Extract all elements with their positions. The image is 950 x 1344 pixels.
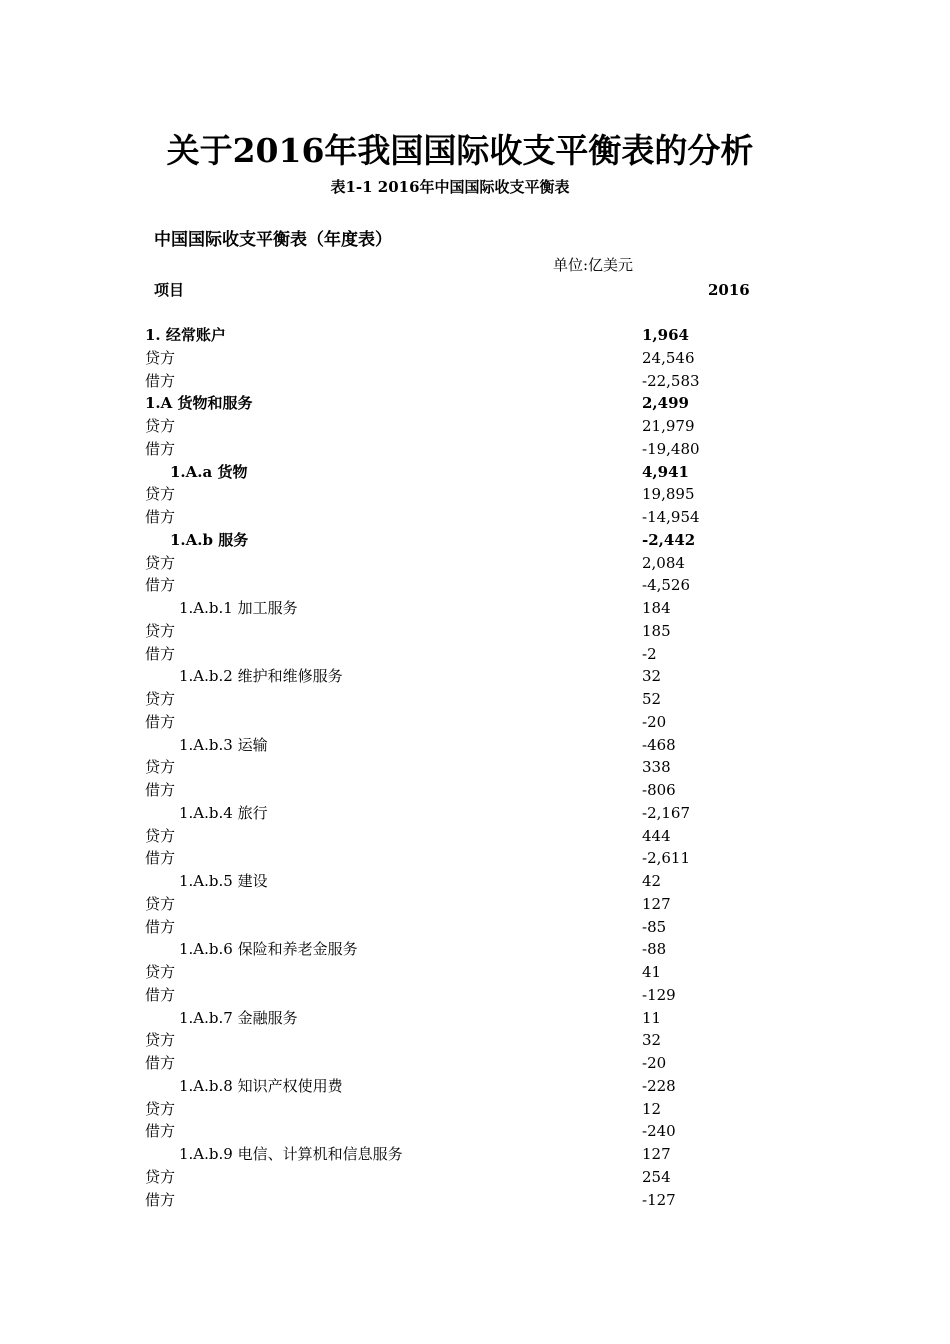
table-row <box>0 802 950 825</box>
row-label: 1.A.b.6 保险和养老金服务 <box>179 940 358 959</box>
row-value: 127 <box>642 894 671 913</box>
row-value: 24,546 <box>642 348 695 367</box>
row-label: 1.A.b 服务 <box>170 530 249 549</box>
row-label: 借方 <box>145 1054 176 1072</box>
row-label: 借方 <box>145 712 176 731</box>
row-value: -22,583 <box>642 371 700 390</box>
table-row <box>0 552 950 575</box>
table-row <box>0 938 950 961</box>
row-label: 贷方 <box>145 417 176 435</box>
row-value: 52 <box>642 690 662 708</box>
table-heading: 中国国际收支平衡表（年度表） <box>154 230 392 250</box>
row-value: -2,167 <box>642 803 691 822</box>
row-value: 2,084 <box>642 553 685 572</box>
row-value: 184 <box>642 599 671 617</box>
row-value: 444 <box>642 826 671 845</box>
row-value: -2,611 <box>642 849 691 868</box>
row-label: 借方 <box>145 1190 176 1209</box>
row-label: 贷方 <box>145 1167 176 1186</box>
row-label: 借方 <box>145 644 176 663</box>
table-row <box>0 688 950 711</box>
row-label: 借方 <box>145 849 176 868</box>
row-label: 借方 <box>145 371 176 390</box>
row-label: 1.A.b.2 维护和维修服务 <box>179 667 343 686</box>
row-value: -4,526 <box>642 576 691 595</box>
table-row <box>0 438 950 461</box>
row-label: 1.A.b.9 电信、计算机和信息服务 <box>179 1145 403 1163</box>
table-row <box>0 1052 950 1075</box>
table-row <box>0 1098 950 1121</box>
row-label: 1.A.a 货物 <box>170 462 248 481</box>
table-row <box>0 483 950 506</box>
table-row <box>0 1189 950 1212</box>
table-row <box>0 574 950 597</box>
row-value: -88 <box>642 940 667 959</box>
row-label: 贷方 <box>145 690 176 708</box>
row-label: 1.A.b.1 加工服务 <box>179 599 298 617</box>
row-value: 127 <box>642 1145 671 1163</box>
table-row <box>0 984 950 1007</box>
row-value: 185 <box>642 621 671 640</box>
row-value: -127 <box>642 1190 676 1209</box>
table-row <box>0 779 950 802</box>
row-label: 贷方 <box>145 485 176 504</box>
table-row <box>0 711 950 734</box>
table-row <box>0 597 950 620</box>
table-row <box>0 347 950 370</box>
table-row <box>0 506 950 529</box>
row-value: -228 <box>642 1076 676 1095</box>
row-value: -14,954 <box>642 508 700 526</box>
table-row <box>0 1007 950 1030</box>
table-row <box>0 461 950 484</box>
row-value: -240 <box>642 1122 676 1141</box>
row-value: 4,941 <box>642 462 689 481</box>
row-label: 借方 <box>145 1122 176 1141</box>
row-label: 1.A.b.7 金融服务 <box>179 1008 298 1027</box>
unit-label: 单位:亿美元 <box>553 256 634 274</box>
table-row <box>0 1120 950 1143</box>
table-row <box>0 1143 950 1166</box>
row-label: 贷方 <box>145 758 176 777</box>
row-value: 2,499 <box>642 394 689 413</box>
row-value: 12 <box>642 1099 662 1118</box>
table-row <box>0 1166 950 1189</box>
table-row <box>0 870 950 893</box>
row-value: -85 <box>642 917 667 936</box>
row-value: -2 <box>642 644 657 663</box>
row-value: 42 <box>642 872 662 890</box>
row-label: 借方 <box>145 781 176 799</box>
row-value: -19,480 <box>642 439 700 458</box>
row-value: 11 <box>642 1008 662 1027</box>
table-row <box>0 392 950 415</box>
table-row <box>0 324 950 347</box>
table-row <box>0 893 950 916</box>
row-label: 借方 <box>145 576 176 595</box>
row-label: 借方 <box>145 985 176 1004</box>
row-value: -806 <box>642 781 676 799</box>
column-header-item: 项目 <box>154 281 185 299</box>
table-row <box>0 961 950 984</box>
row-value: -129 <box>642 985 676 1004</box>
table-row <box>0 1029 950 1052</box>
row-value: 338 <box>642 758 671 777</box>
row-value: 41 <box>642 963 662 981</box>
table-row <box>0 529 950 552</box>
row-value: -468 <box>642 735 676 754</box>
row-label: 贷方 <box>145 348 176 367</box>
row-value: 254 <box>642 1167 671 1186</box>
row-label: 借方 <box>145 439 176 458</box>
row-label: 借方 <box>145 508 176 526</box>
row-label: 贷方 <box>145 963 176 981</box>
row-label: 1.A.b.5 建设 <box>179 872 268 890</box>
row-label: 1.A 货物和服务 <box>145 394 253 413</box>
row-value: 19,895 <box>642 485 695 504</box>
row-label: 贷方 <box>145 1099 176 1118</box>
table-row <box>0 734 950 757</box>
row-value: -2,442 <box>642 530 696 549</box>
table-row <box>0 825 950 848</box>
row-value: -20 <box>642 712 667 731</box>
table-caption: 表1-1 2016年中国国际收支平衡表 <box>330 178 570 196</box>
table-row <box>0 847 950 870</box>
document-title: 关于2016年我国国际收支平衡表的分析 <box>166 131 754 170</box>
table-row <box>0 643 950 666</box>
row-value: 1,964 <box>642 326 689 344</box>
table-row <box>0 1075 950 1098</box>
table-row <box>0 756 950 779</box>
row-label: 贷方 <box>145 621 176 640</box>
table-row <box>0 620 950 643</box>
row-label: 借方 <box>145 917 176 936</box>
row-label: 1.A.b.8 知识产权使用费 <box>179 1076 343 1095</box>
table-row <box>0 370 950 393</box>
row-label: 贷方 <box>145 826 176 845</box>
table-row <box>0 916 950 939</box>
row-value: 32 <box>642 1031 662 1050</box>
table-row <box>0 665 950 688</box>
row-label: 贷方 <box>145 1031 176 1050</box>
row-label: 1. 经常账户 <box>145 326 226 344</box>
row-label: 1.A.b.4 旅行 <box>179 803 268 822</box>
table-row <box>0 415 950 438</box>
row-label: 贷方 <box>145 553 176 572</box>
row-label: 1.A.b.3 运输 <box>179 735 268 754</box>
row-value: 21,979 <box>642 417 695 435</box>
column-header-year: 2016 <box>708 281 750 299</box>
row-value: 32 <box>642 667 662 686</box>
balance-table-rows <box>0 324 950 1211</box>
row-value: -20 <box>642 1054 667 1072</box>
row-label: 贷方 <box>145 894 176 913</box>
